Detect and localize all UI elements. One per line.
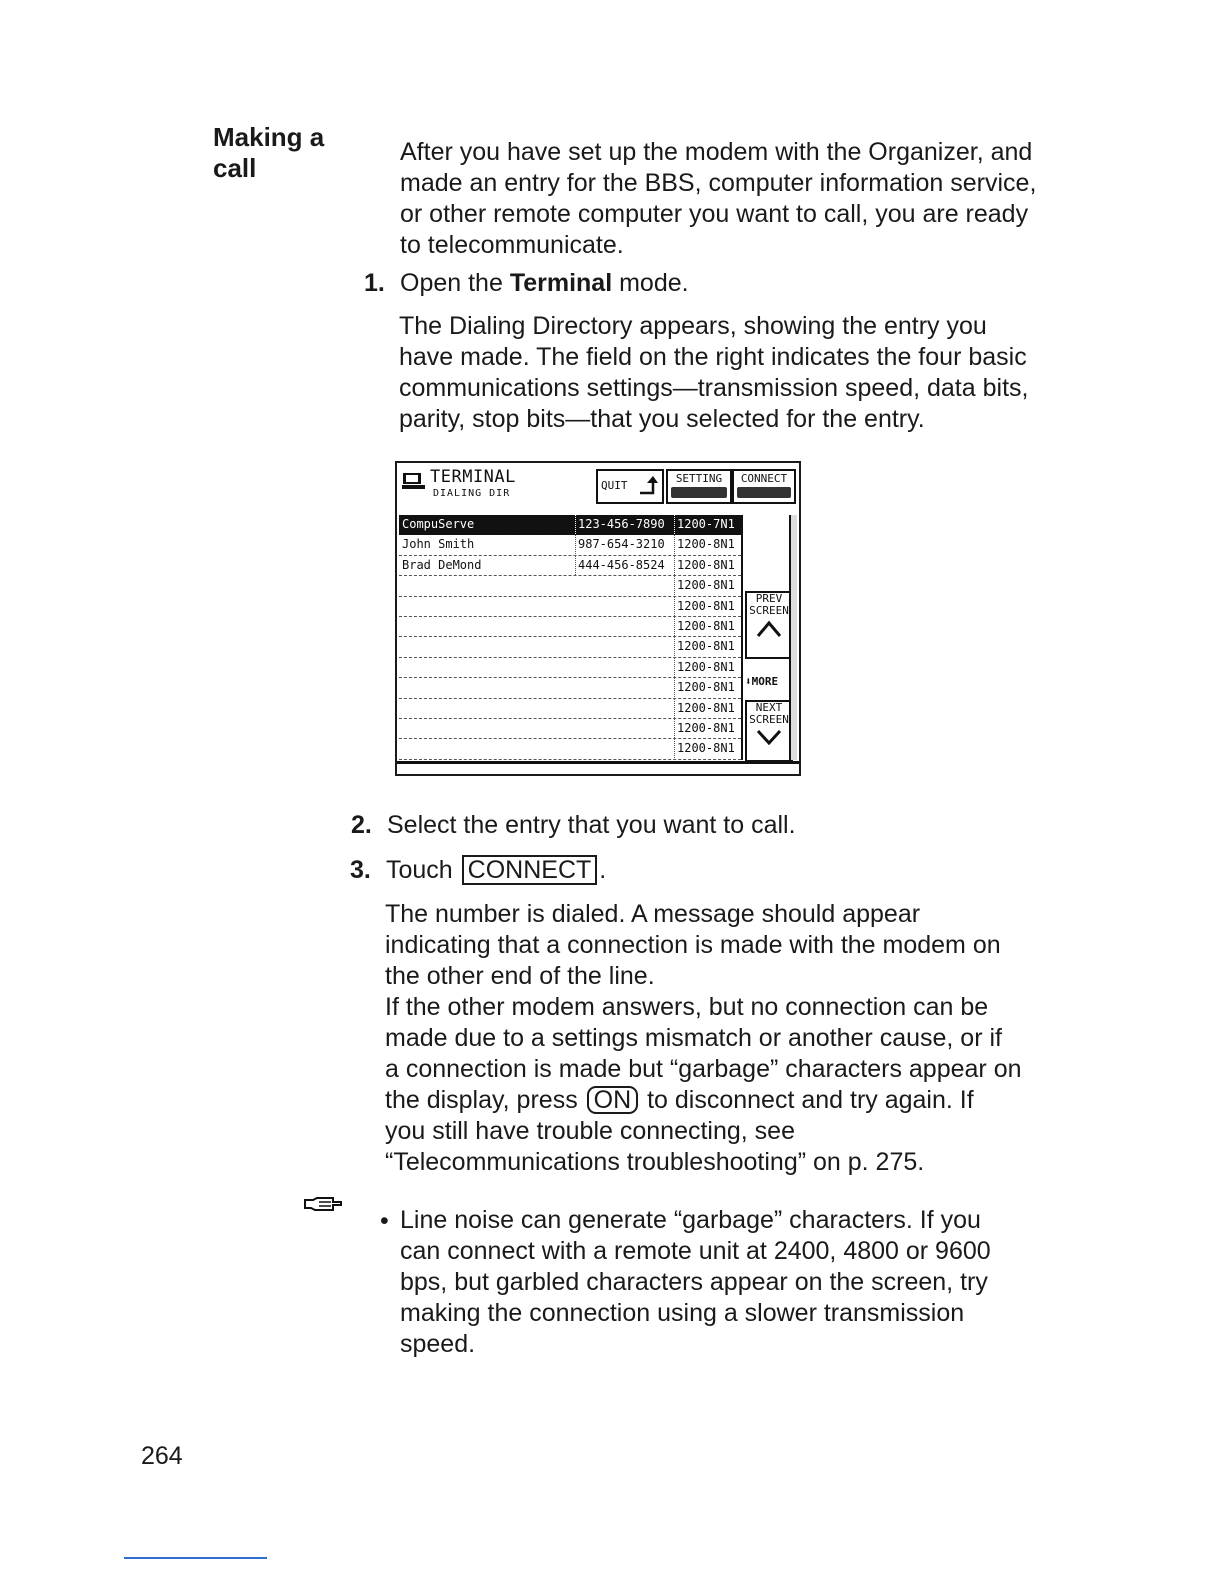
directory-name-cell: John Smith	[402, 537, 475, 552]
description-line: have made. The field on the right indicates the four basic	[399, 343, 1027, 371]
step-number: 3.	[350, 856, 371, 884]
directory-setting-cell: 1200-8N1	[674, 678, 739, 697]
note-line: Line noise can generate “garbage” characters. If you	[400, 1206, 981, 1234]
section-heading-line2: call	[213, 153, 257, 183]
next-screen-button[interactable]	[745, 700, 793, 762]
directory-setting-cell: 1200-8N1	[674, 658, 739, 677]
connect-entry-strip	[737, 487, 791, 498]
prev-label-1: PREV	[755, 592, 783, 605]
directory-name-cell: Brad DeMond	[402, 557, 482, 572]
page-number: 264	[141, 1442, 183, 1470]
description-line	[385, 1085, 1022, 1116]
connect-button[interactable]	[732, 469, 796, 504]
description-line: “Telecommunications troubleshooting” on p. 275.	[385, 1148, 925, 1176]
directory-setting-cell: 1200-8N1	[674, 719, 739, 738]
note-line: making the connection using a slower transmission	[400, 1299, 965, 1327]
screen-bottom-border	[397, 761, 799, 764]
directory-number-cell: 444-456-8524	[575, 556, 674, 575]
directory-row[interactable]	[399, 719, 741, 739]
step-3-pre: Touch	[386, 856, 460, 884]
directory-setting-cell: 1200-8N1	[674, 597, 739, 616]
directory-name-cell: CompuServe	[402, 517, 475, 531]
step-1-pre: Open the	[400, 269, 510, 297]
disconnect-text: to disconnect and try again. If	[640, 1086, 974, 1114]
note-line: speed.	[400, 1330, 476, 1358]
directory-list	[399, 515, 741, 760]
scrollbar[interactable]	[789, 515, 797, 760]
bottom-rule	[124, 1557, 267, 1559]
step-1-description	[399, 311, 1028, 435]
intro-line: or other remote computer you want to call, you are ready	[400, 200, 1029, 228]
directory-row[interactable]	[399, 597, 741, 617]
description-line: you still have trouble connecting, see	[385, 1117, 795, 1145]
step-1-post: mode.	[612, 269, 689, 297]
step-number: 1.	[364, 269, 385, 297]
intro-line: After you have set up the modem with the Organizer, and	[400, 138, 1033, 166]
directory-row[interactable]	[399, 576, 741, 596]
directory-row[interactable]	[399, 617, 741, 637]
directory-row[interactable]	[399, 699, 741, 719]
directory-row[interactable]	[399, 515, 741, 535]
on-key: ON	[587, 1086, 639, 1114]
prev-screen-button[interactable]	[745, 591, 793, 659]
directory-setting-cell: 1200-8N1	[674, 535, 739, 554]
directory-setting-cell: 1200-7N1	[674, 515, 739, 534]
quit-label: QUIT	[601, 479, 628, 492]
description-line: parity, stop bits—that you selected for the entry.	[399, 405, 925, 433]
return-arrow-icon	[637, 474, 659, 496]
directory-setting-cell: 1200-8N1	[674, 576, 739, 595]
step-3-text	[386, 855, 606, 886]
intro-line: to telecommunicate.	[400, 231, 624, 259]
intro-paragraph	[400, 137, 1036, 261]
step-3-description	[385, 899, 1022, 1178]
terminal-dialing-directory-screenshot	[395, 461, 801, 776]
more-indicator: ⬇MORE	[745, 675, 779, 688]
directory-number-cell: 987-654-3210	[575, 535, 674, 554]
directory-setting-cell: 1200-8N1	[674, 556, 739, 575]
up-chevron-icon	[756, 620, 782, 638]
screen-subtitle: DIALING DIR	[433, 488, 511, 499]
step-3-post: .	[599, 856, 607, 884]
note-line: can connect with a remote unit at 2400, 4800 or 9600	[400, 1237, 991, 1265]
step-2-text: Select the entry that you want to call.	[387, 811, 796, 839]
description-line: made due to a settings mismatch or another cause, or if	[385, 1024, 1002, 1052]
next-label-1: NEXT	[755, 701, 783, 714]
intro-line: made an entry for the BBS, computer information service,	[400, 169, 1037, 197]
next-label-2: SCREEN	[749, 713, 789, 726]
setting-edit-strip	[671, 487, 727, 498]
step-number: 2.	[351, 811, 372, 839]
directory-row[interactable]	[399, 637, 741, 657]
directory-setting-cell: 1200-8N1	[674, 699, 739, 718]
description-line: The number is dialed. A message should appear	[385, 900, 921, 928]
directory-row[interactable]	[399, 658, 741, 678]
description-line: communications settings—transmission speed, data bits,	[399, 374, 1029, 402]
terminal-computer-icon	[402, 472, 426, 490]
directory-row[interactable]	[399, 678, 741, 698]
directory-setting-cell: 1200-8N1	[674, 637, 739, 656]
directory-row[interactable]	[399, 535, 741, 555]
section-heading-line1: Making a	[213, 122, 325, 152]
connect-label: CONNECT	[740, 472, 788, 485]
step-1-text	[400, 268, 689, 299]
navigation-column	[741, 515, 791, 760]
setting-button[interactable]	[666, 469, 732, 504]
directory-setting-cell: 1200-8N1	[674, 617, 739, 636]
section-heading	[213, 122, 363, 184]
note-line: bps, but garbled characters appear on the screen, try	[400, 1268, 988, 1296]
directory-setting-cell: 1200-8N1	[674, 739, 739, 758]
description-line: the other end of the line.	[385, 962, 655, 990]
note-bullet: •	[380, 1207, 389, 1235]
pointing-hand-icon	[303, 1196, 343, 1214]
screen-header	[397, 463, 799, 511]
connect-key: CONNECT	[462, 855, 598, 885]
terminal-mode-name: Terminal	[509, 269, 613, 297]
quit-button[interactable]	[596, 469, 664, 504]
prev-label-2: SCREEN	[749, 604, 789, 617]
note-paragraph	[400, 1205, 991, 1360]
directory-number-cell: 123-456-7890	[575, 515, 674, 534]
description-line: The Dialing Directory appears, showing the entry you	[399, 312, 987, 340]
description-line: If the other modem answers, but no connection can be	[385, 993, 989, 1021]
description-line: a connection is made but “garbage” characters appear on	[385, 1055, 1022, 1083]
screen-title: TERMINAL	[430, 467, 516, 487]
press-text: the display, press	[385, 1086, 585, 1114]
directory-row[interactable]	[399, 556, 741, 576]
down-chevron-icon	[756, 729, 782, 745]
setting-label: SETTING	[675, 472, 723, 485]
description-line: indicating that a connection is made with the modem on	[385, 931, 1001, 959]
directory-row[interactable]	[399, 739, 741, 759]
